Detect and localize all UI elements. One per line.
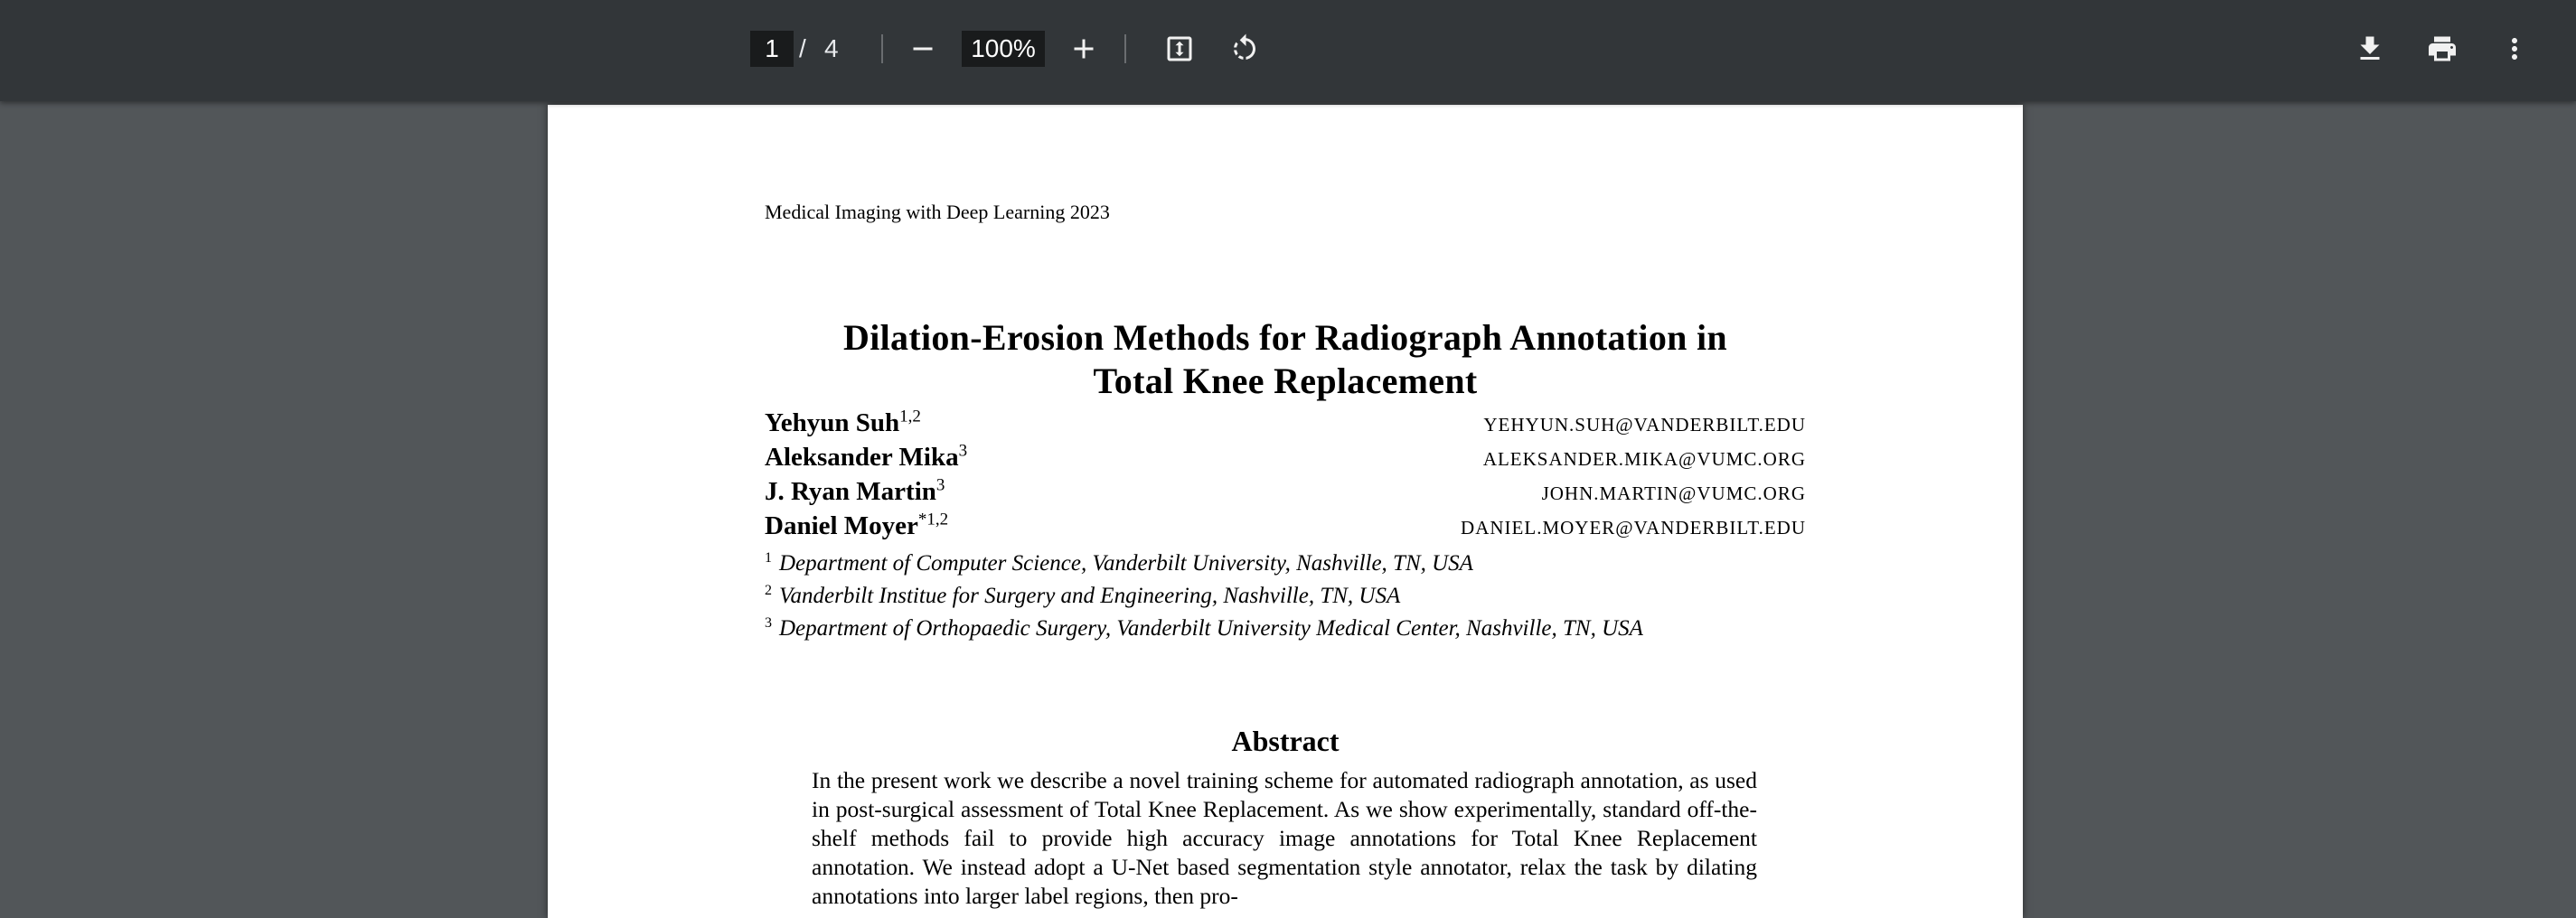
toolbar-divider (881, 34, 883, 63)
affiliation: $^2$ Vanderbilt Institue for Surgery and Engineering, Nashville, TN, USA (765, 582, 1401, 608)
page-separator: / (799, 34, 806, 62)
author-email: JOHN.MARTIN@VUMC.ORG (1541, 482, 1806, 504)
zoom-level-input[interactable]: 100% (962, 31, 1045, 67)
author-row (765, 408, 2354, 443)
print-button[interactable] (2417, 23, 2468, 74)
paper-title (765, 316, 1806, 403)
rotate-button[interactable] (1219, 23, 1270, 74)
affiliation: $^3$ Department of Orthopaedic Surgery, Vanderbilt University Medical Center, Nashville, TN, USA (765, 614, 1643, 641)
page-total: 4 (824, 34, 839, 62)
plus-icon (1067, 33, 1100, 65)
zoom-out-button[interactable] (898, 23, 948, 74)
author-name: Yehyun Suh$^{1,2}$ (765, 407, 921, 437)
venue-header: Medical Imaging with Deep Learning 2023 (765, 201, 1110, 223)
author-name: J. Ryan Martin$^3$ (765, 475, 945, 506)
title-line: Total Knee Replacement (1093, 361, 1478, 401)
zoom-in-button[interactable] (1058, 23, 1109, 74)
author-row (765, 443, 2354, 477)
rotate-icon (1228, 33, 1261, 65)
author-name: Daniel Moyer$^{*1,2}$ (765, 510, 949, 540)
author-row (765, 511, 2354, 546)
page-number-input[interactable]: 1 (750, 31, 794, 67)
pdf-page (548, 105, 2023, 918)
pdf-toolbar (0, 0, 2576, 101)
author-email: DANIEL.MOYER@VANDERBILT.EDU (1461, 517, 1806, 539)
title-line: Dilation-Erosion Methods for Radiograph Annotation in (843, 317, 1727, 358)
author-name: Aleksander Mika$^3$ (765, 441, 968, 472)
download-icon (2354, 33, 2386, 65)
author-email: YEHYUN.SUH@VANDERBILT.EDU (1483, 414, 1806, 436)
print-icon (2426, 33, 2458, 65)
toolbar-divider (1124, 34, 1126, 63)
affiliation: $^1$ Department of Computer Science, Vanderbilt University, Nashville, TN, USA (765, 549, 1473, 576)
abstract-body: In the present work we describe a novel training scheme for automated radiograph annotation, as used in post-surgical assessment of Total Knee Replacement. As we show experimentally, standard off-the-shelf methods fail to provide high accuracy image annotations for Total Knee Replacement annotation. We instead adopt a U-Net based segmentation style annotator, relax the task by dilating annotations into larger label regions, then pro- (812, 767, 1757, 909)
author-row (765, 477, 2354, 511)
fit-to-page-button[interactable] (1154, 23, 1205, 74)
more-vert-icon (2498, 33, 2531, 65)
fit-page-icon (1163, 33, 1196, 65)
abstract-heading: Abstract (1231, 725, 1340, 757)
more-actions-button[interactable] (2489, 23, 2540, 74)
author-email: ALEKSANDER.MIKA@VUMC.ORG (1482, 448, 1806, 470)
minus-icon (907, 33, 939, 65)
download-button[interactable] (2345, 23, 2395, 74)
